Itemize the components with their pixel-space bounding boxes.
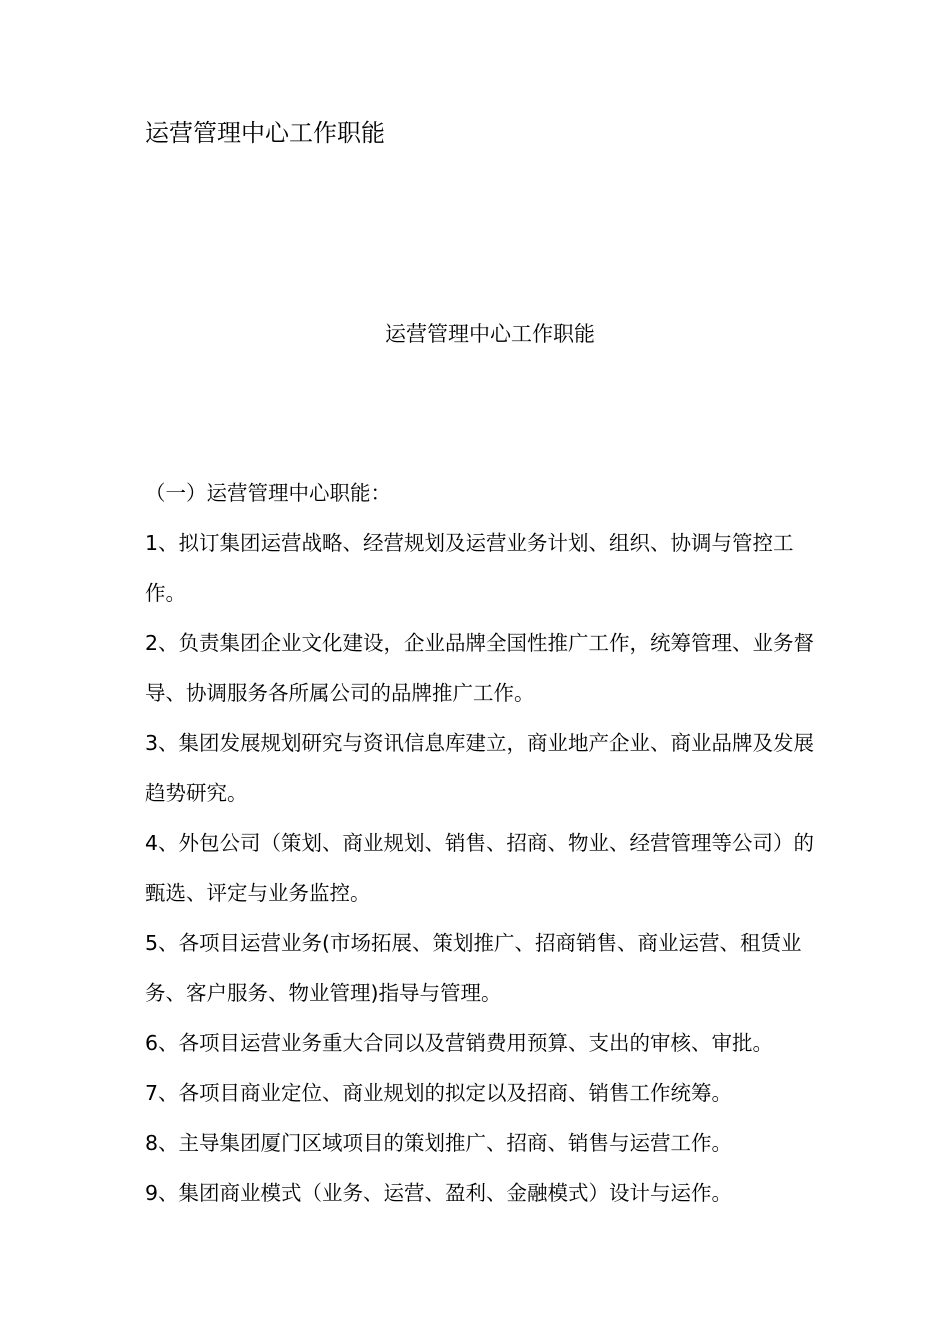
- duty-list: [145, 518, 817, 1218]
- centered-title: 运营管理中心工作职能: [385, 322, 595, 346]
- list-item: 3、集团发展规划研究与资讯信息库建立，商业地产企业、商业品牌及发展趋势研究。: [145, 731, 815, 805]
- list-item: 8、主导集团厦门区域项目的策划推广、招商、销售与运营工作。: [145, 1131, 733, 1155]
- section-heading: （一）运营管理中心职能：: [145, 481, 391, 505]
- list-item: 9、集团商业模式（业务、运营、盈利、金融模式）设计与运作。: [145, 1181, 733, 1205]
- list-item: 6、各项目运营业务重大合同以及营销费用预算、支出的审核、审批。: [145, 1031, 774, 1055]
- list-item: 1、拟订集团运营战略、经营规划及运营业务计划、组织、协调与管控工作。: [145, 531, 794, 605]
- document-body: [145, 468, 817, 1218]
- list-item: 4、外包公司（策划、商业规划、销售、招商、物业、经营管理等公司）的甄选、评定与业务监控。: [145, 831, 815, 905]
- list-item: 5、各项目运营业务(市场拓展、策划推广、招商销售、商业运营、租赁业务、客户服务、物业管理)指导与管理。: [145, 931, 802, 1005]
- document-title: 运营管理中心工作职能: [145, 119, 385, 147]
- list-item: 2、负责集团企业文化建设，企业品牌全国性推广工作，统筹管理、业务督导、协调服务各所属公司的品牌推广工作。: [145, 631, 815, 705]
- list-item: 7、各项目商业定位、商业规划的拟定以及招商、销售工作统筹。: [145, 1081, 733, 1105]
